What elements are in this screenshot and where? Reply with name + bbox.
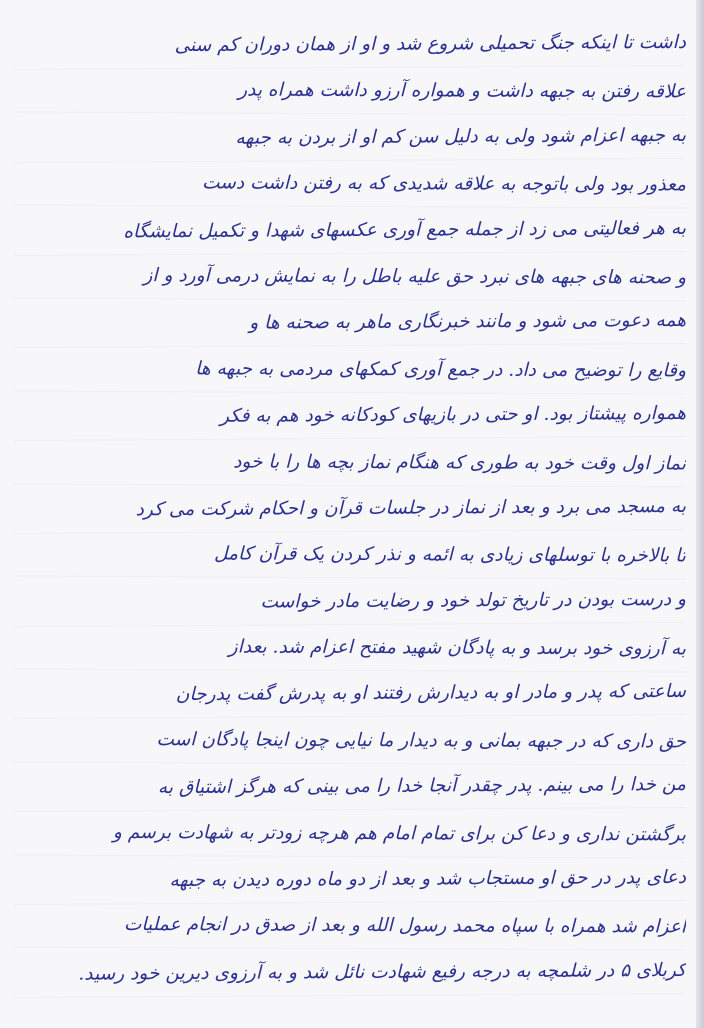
text-line: حق داری که در جبهه بمانی و به دیدار ما نیایی چون اینجا پادگان است [14,716,686,765]
handwritten-lines [14,22,686,996]
text-line: برگشتن نداری و دعا کن برای تمام امام هم هرچه زودتر به شهادت برسم و [14,809,686,858]
text-line: داشت تا اینکه جنگ تحمیلی شروع شد و او از همان دوران کم سنی [14,20,686,70]
text-line: به جبهه اعزام شود ولی به دلیل سن کم او از بردن به جبهه [14,113,686,163]
text-line: نماز اول وقت خود به طوری که هنگام نماز بچه ها را با خود [14,438,686,487]
text-line: ساعتی که پدر و مادر او به دیدارش رفتند او به پدرش گفت پدرجان [14,669,686,719]
text-line: به هر فعالیتی می زد از جمله جمع آوری عکسهای شهدا و تکمیل نمایشگاه [14,206,686,256]
text-line: و درست بودن در تاریخ تولد خود و رضایت مادر خواست [14,577,686,627]
text-line: به آرزوی خود برسد و به پادگان شهید مفتح اعزام شد. بعداز [14,624,686,673]
text-line: همه دعوت می شود و مانند خبرنگاری ماهر به صحنه ها و [14,298,686,348]
text-line: به مسجد می برد و بعد از نماز در جلسات قرآن و احکام شرکت می کرد [14,484,686,534]
text-line: من خدا را می بینم. پدر چقدر آنجا خدا را می بینی که هرگز اشتیاق به [14,762,686,812]
text-line: معذور بود ولی باتوجه به علاقه شدیدی که به رفتن داشت دست [14,160,686,209]
text-line: و صحنه های جبهه های نبرد حق علیه باطل را به نمایش درمی آورد و از [14,252,686,301]
text-line: اعزام شد همراه با سپاه محمد رسول الله و بعد از صدق در انجام عملیات [14,902,686,951]
text-line: تا بالاخره با توسلهای زیادی به ائمه و نذر کردن یک قرآن کامل [14,531,686,580]
text-line: کربلای ۵ در شلمچه به درجه رفیع شهادت نائل شد و به آرزوی دیرین خود رسید. [14,948,686,998]
text-line: دعای پدر در حق او مستجاب شد و بعد از دو ماه دوره دیدن به جبهه [14,855,686,905]
page-edge-shadow [696,0,704,1028]
text-line: همواره پیشتاز بود. او حتی در بازیهای کودکانه خود هم به فکر [14,391,686,441]
text-line: علاقه رفتن به جبهه داشت و همواره آرزو داشت همراه پدر [14,67,686,116]
text-line: وقایع را توضیح می داد. در جمع آوری کمکهای مردمی به جبهه ها [14,345,686,394]
